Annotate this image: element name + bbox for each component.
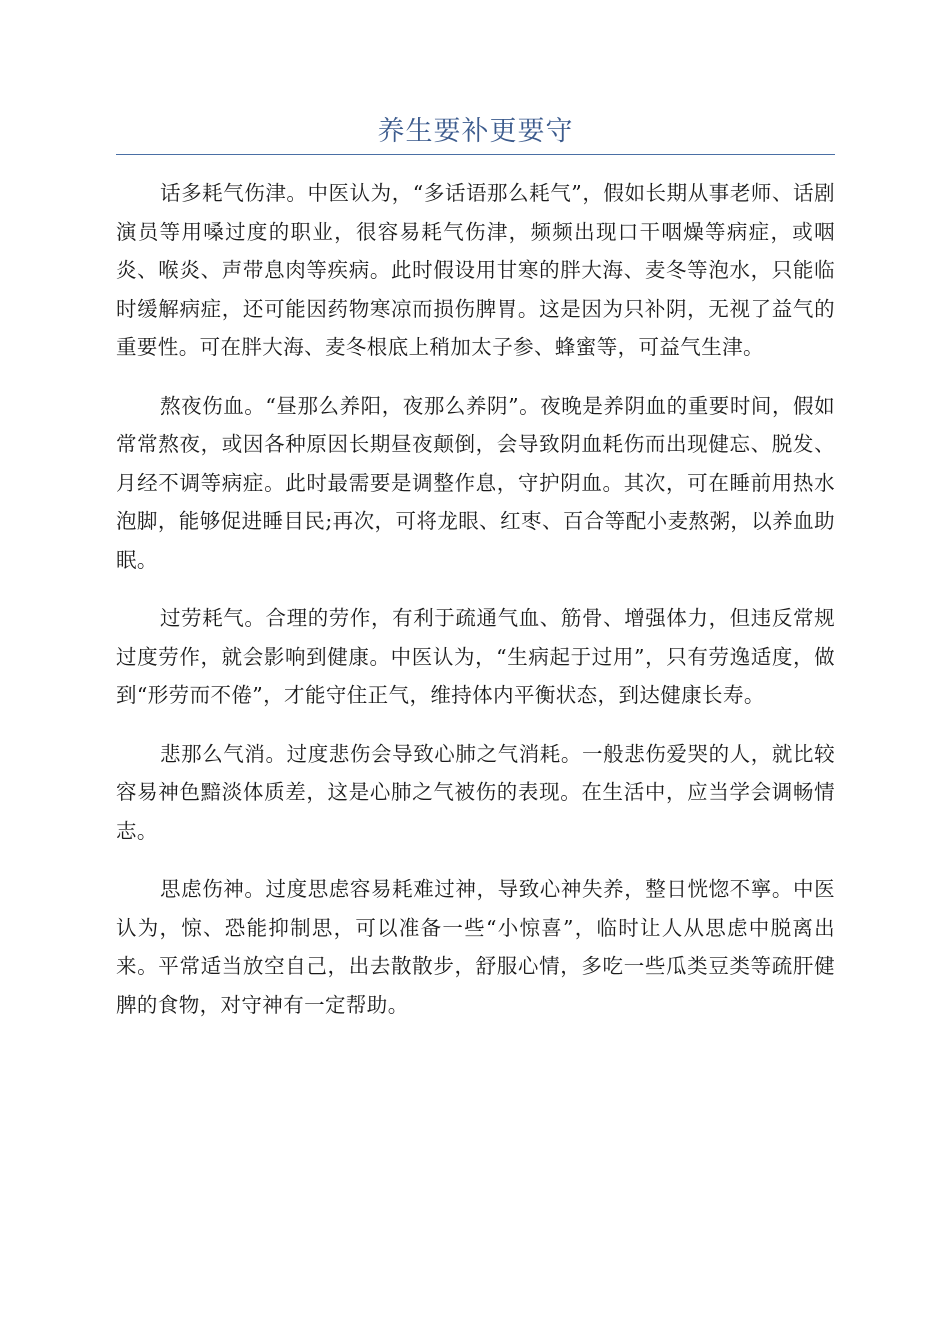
document-body	[116, 174, 835, 1044]
paragraph-4: 悲那么气消。过度悲伤会导致心肺之气消耗。一般悲伤爱哭的人，就比较容易神色黯淡体质差，这是心肺之气被伤的表现。在生活中，应当学会调畅情志。	[116, 741, 835, 843]
paragraph-1: 话多耗气伤津。中医认为，“多话语那么耗气”，假如长期从事老师、话剧演员等用嗓过度的职业，很容易耗气伤津，频频出现口干咽燥等病症，或咽炎、喉炎、声带息肉等疾病。此时假设用甘寒的胖大海、麦冬等泡水，只能临时缓解病症，还可能因药物寒凉而损伤脾胃。这是因为只补阴，无视了益气的重要性。可在胖大海、麦冬根底上稍加太子参、蜂蜜等，可益气生津。	[116, 181, 835, 359]
title-underline	[116, 154, 835, 155]
paragraph-3: 过劳耗气。合理的劳作，有利于疏通气血、筋骨、增强体力，但违反常规过度劳作，就会影响到健康。中医认为，“生病起于过用”，只有劳逸适度，做到“形劳而不倦”，才能守住正气，维持体内平衡状态，到达健康长寿。	[116, 606, 835, 707]
paragraph-5: 思虑伤神。过度思虑容易耗难过神，导致心神失养，整日恍惚不寧。中医认为，惊、恐能抑制思，可以准备一些“小惊喜”，临时让人从思虑中脱离出来。平常适当放空自己，出去散散步，舒服心情，多吃一些瓜类豆类等疏肝健脾的食物，对守神有一定帮助。	[116, 877, 835, 1017]
document-title: 养生要补更要守	[377, 116, 574, 147]
paragraph-2: 熬夜伤血。“昼那么养阳，夜那么养阴”。夜晚是养阴血的重要时间，假如常常熬夜，或因各种原因长期昼夜颠倒，会导致阴血耗伤而出现健忘、脱发、月经不调等病症。此时最需要是调整作息，守护阴血。其次，可在睡前用热水泡脚，能够促进睡目民;再次，可将龙眼、红枣、百合等配小麦熬粥，以养血助眠。	[116, 393, 835, 572]
